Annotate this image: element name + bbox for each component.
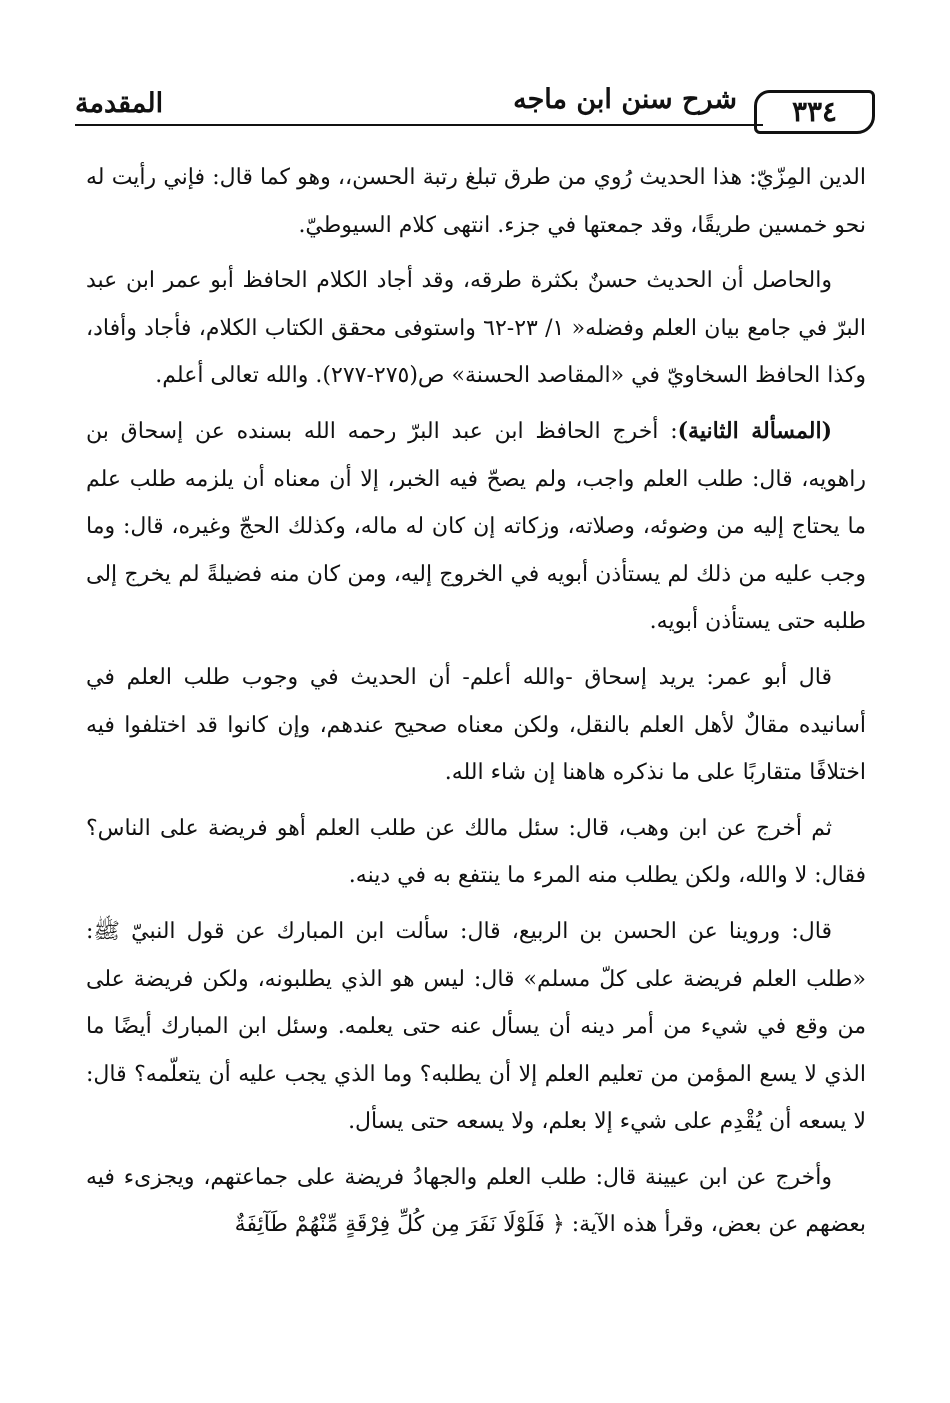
page-number: ٣٣٤	[754, 90, 875, 134]
issue-heading: (المسألة الثانية)	[677, 417, 832, 444]
page-header	[75, 80, 875, 132]
header-rule	[75, 124, 763, 126]
book-title: شرح سنن ابن ماجه	[513, 84, 737, 115]
paragraph: قال أبو عمر: يريد إسحاق -والله أعلم- أن الحديث في وجوب طلب العلم في أسانيده مقالٌ لأهل العلم بالنقل، ولكن معناه صحيح عندهم، وإن كانوا قد اختلفوا فيه اختلافًا متقاربًا على ما نذكره هاهنا إن شاء الله.	[86, 664, 866, 786]
paragraph: وأخرج عن ابن عيينة قال: طلب العلم والجهادُ فريضة على جماعتهم، ويجزىء فيه بعضهم عن بعض، وقرأ هذه الآية: ﴿ فَلَوْلَا نَفَرَ مِن كُلِّ فِرْقَةٍ مِّنْهُمْ طَآئِفَةٌ	[86, 1164, 866, 1238]
paragraph	[86, 408, 866, 646]
paragraph-text: : أخرج الحافظ ابن عبد البرّ رحمه الله بسنده عن إسحاق بن راهويه، قال: طلب العلم واجب، ولم يصحّ فيه الخبر، إلا أن معناه أن يلزمه طلب علم ما يحتاج إليه من وضوئه، وصلاته، وزكاته إن كان له ماله، وكذلك الحجّ وغيره، قال: وما وجب عليه من ذلك لم يستأذن أبويه في الخروج إليه، ومن كان منه فضيلةً لم يخرج إلى طلبه حتى يستأذن أبويه.	[86, 418, 866, 635]
section-title: المقدمة	[75, 88, 164, 119]
paragraph: ثم أخرج عن ابن وهب، قال: سئل مالك عن طلب العلم أهو فريضة على الناس؟ فقال: لا والله، ولكن يطلب منه المرء ما ينتفع به في دينه.	[86, 815, 866, 889]
paragraph: الدين المِزّيّ: هذا الحديث رُوي من طرق تبلغ رتبة الحسن،، وهو كما قال: فإني رأيت له نحو خمسين طريقًا، وقد جمعتها في جزء. انتهى كلام السيوطيّ.	[86, 165, 866, 238]
paragraph: والحاصل أن الحديث حسنٌ بكثرة طرقه، وقد أجاد الكلام الحافظ أبو عمر ابن عبد البرّ في جامع بيان العلم وفضله« ١/ ٢٣-٦٢ واستوفى محقق الكتاب الكلام، فأجاد وأفاد، وكذا الحافظ السخاويّ في «المقاصد الحسنة» ص(٢٧٥-٢٧٧). والله تعالى أعلم.	[86, 268, 866, 389]
paragraph: قال: وروينا عن الحسن بن الربيع، قال: سألت ابن المبارك عن قول النبيّ ﷺ: «طلب العلم فريضة على كلّ مسلم» قال: ليس هو الذي يطلبونه، ولكن فريضة على من وقع في شيء من أمر دينه أن يسأل عنه حتى يعلمه. وسئل ابن المبارك أيضًا ما الذي لا يسع المؤمن من تعليم العلم إلا أن يطلبه؟ وما الذي يجب عليه أن يتعلّمه؟ قال: لا يسعه أن يُقْدِم على شيء إلا بعلم، ولا يسعه حتى يسأل.	[86, 918, 866, 1135]
page-body	[86, 154, 866, 1249]
